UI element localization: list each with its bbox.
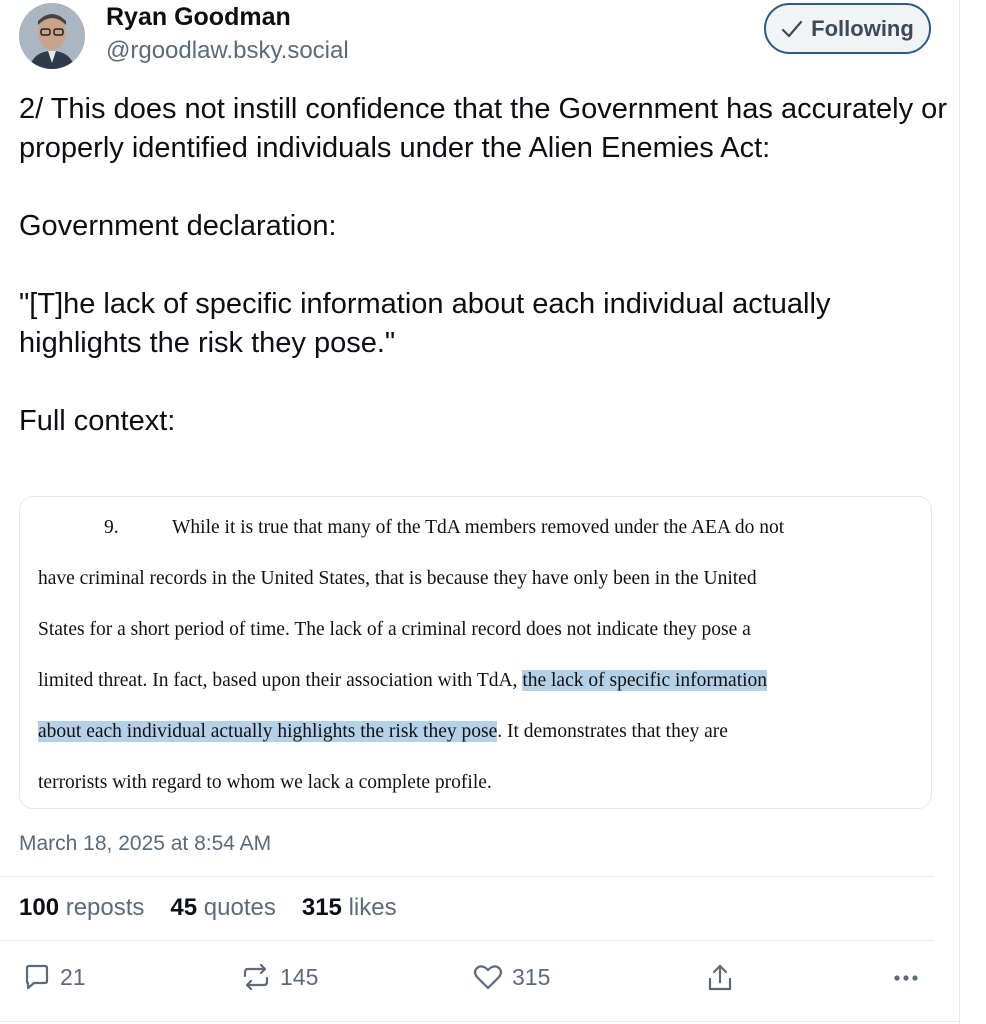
share-icon: [705, 962, 735, 994]
doc-line-1: While it is true that many of the TdA members removed under the AEA do not: [172, 517, 785, 538]
doc-line-4: [38, 670, 767, 692]
post-stats: [19, 894, 397, 922]
more-icon: [892, 962, 920, 992]
reply-button[interactable]: [22, 962, 86, 992]
panel-right-border: [959, 0, 960, 1024]
likes-stat[interactable]: [302, 894, 397, 922]
reposts-label: reposts: [65, 894, 145, 921]
post-text: [19, 90, 949, 441]
repost-button[interactable]: [240, 962, 318, 992]
post-line-declaration-label: Government declaration:: [19, 210, 337, 242]
divider-top: [0, 876, 934, 877]
repost-count: 145: [280, 963, 319, 990]
quotes-label: quotes: [203, 894, 276, 921]
author-name[interactable]: Ryan Goodman: [106, 3, 291, 31]
repost-icon: [240, 962, 272, 992]
reply-icon: [22, 962, 52, 992]
avatar-image: [19, 3, 85, 69]
doc-line-5-text: . It demonstrates that they are: [497, 721, 728, 742]
share-button[interactable]: [705, 962, 735, 994]
embedded-document-image[interactable]: [19, 496, 932, 809]
post-line-intro: 2/ This does not instill confidence that the Government has accurately or properly identified individuals under the Alien Enemies Act:: [19, 93, 947, 164]
post-timestamp[interactable]: March 18, 2025 at 8:54 AM: [19, 832, 272, 855]
doc-line-2: have criminal records in the United States, that is because they have only been in the United: [38, 568, 757, 589]
doc-paragraph-number: 9.: [104, 517, 119, 538]
likes-label: likes: [348, 894, 397, 921]
heart-icon: [472, 962, 504, 992]
quotes-stat[interactable]: [170, 894, 275, 922]
avatar[interactable]: [19, 3, 85, 69]
like-count: 315: [512, 963, 551, 990]
likes-count: 315: [301, 894, 342, 921]
panel-bottom-border: [0, 1021, 960, 1022]
doc-line-3: States for a short period of time. The lack of a criminal record does not indicate they pose a: [38, 619, 751, 640]
doc-line-6: terrorists with regard to whom we lack a complete profile.: [38, 772, 492, 793]
more-options-button[interactable]: [892, 962, 920, 992]
reposts-stat[interactable]: [19, 894, 144, 922]
check-icon: [781, 19, 803, 39]
doc-line-5: [38, 721, 728, 743]
reposts-count: 100: [19, 894, 60, 921]
doc-highlight-1: the lack of specific information: [522, 670, 768, 691]
following-label: Following: [811, 15, 914, 41]
doc-line-4-text: limited threat. In fact, based upon their association with TdA,: [38, 670, 523, 691]
following-button[interactable]: [764, 3, 931, 54]
divider-bottom: [0, 940, 934, 941]
reply-count: 21: [60, 963, 86, 990]
author-handle[interactable]: @rgoodlaw.bsky.social: [106, 37, 349, 64]
post-line-quote: "[T]he lack of specific information about each individual actually highlights the risk they pose.": [19, 288, 831, 359]
post-line-context-label: Full context:: [19, 405, 176, 437]
quotes-count: 45: [170, 894, 198, 921]
like-button[interactable]: [472, 962, 550, 992]
doc-highlight-2: about each individual actually highlights the risk they pose: [38, 721, 498, 742]
